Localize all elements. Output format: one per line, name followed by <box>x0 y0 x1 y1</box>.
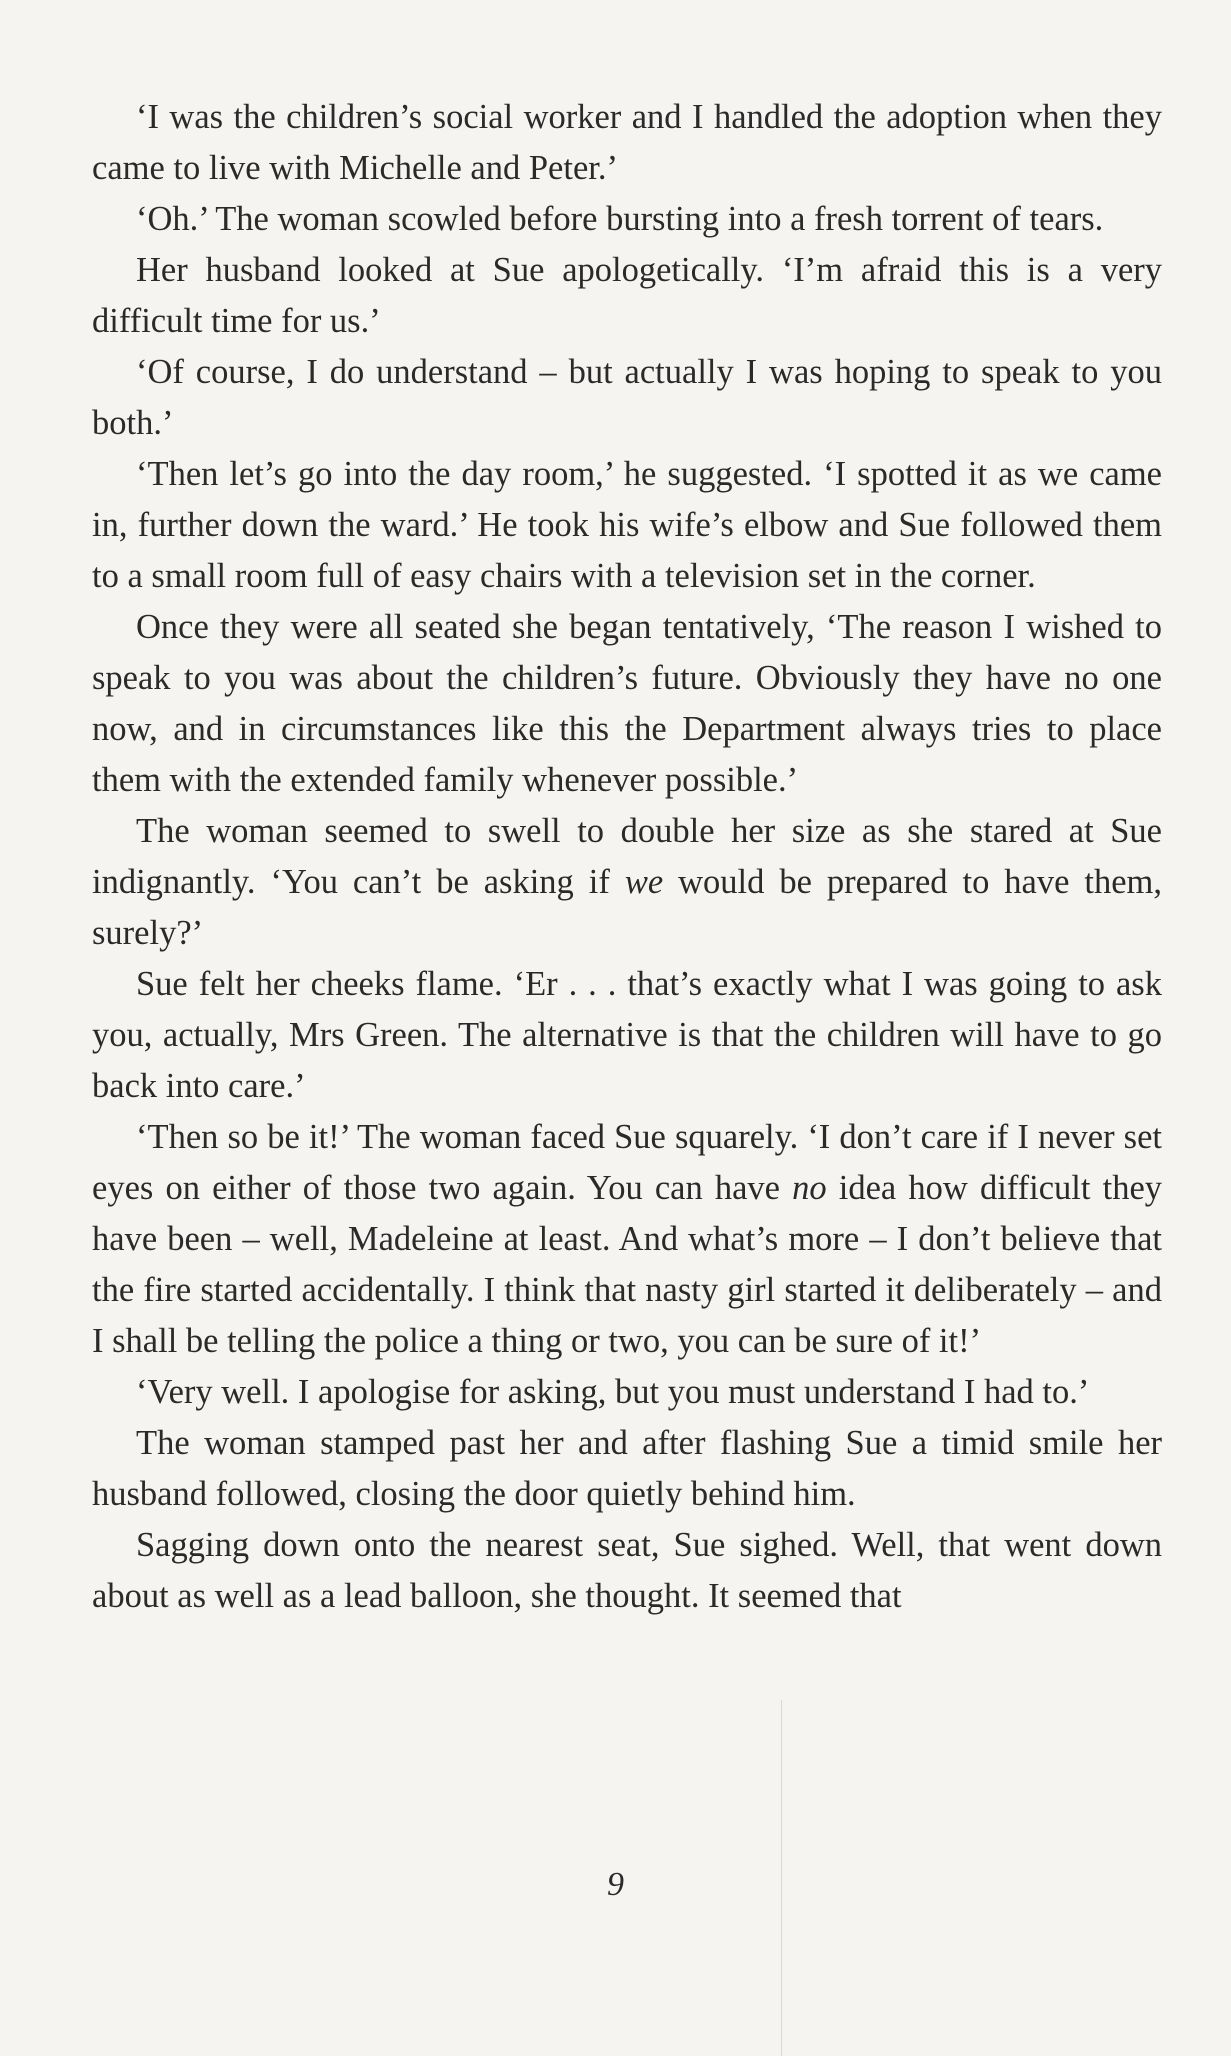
paragraph-7-emphasis: we <box>624 863 664 901</box>
paragraph-12: Sagging down onto the nearest seat, Sue sighed. Well, that went down about as well as a lead balloon, she thought. It seemed that <box>92 1526 1162 1615</box>
paragraph-10: ‘Very well. I apologise for asking, but you must understand I had to.’ <box>136 1373 1090 1411</box>
paragraph-7-text-b: would be prepared to have them, surely?’ <box>92 863 1162 952</box>
paragraph-8: Sue felt her cheeks flame. ‘Er . . . that’s exactly what I was going to ask you, actually, Mrs Green. The alternative is that the children will have to go back into care.’ <box>92 965 1162 1105</box>
paragraph-3: Her husband looked at Sue apologetically. ‘I’m afraid this is a very difficult time for us.’ <box>92 251 1162 340</box>
paragraph-4: ‘Of course, I do understand – but actually I was hoping to speak to you both.’ <box>92 353 1162 442</box>
paragraph-9-text-b: idea how difficult they have been – well, Madeleine at least. And what’s more – I don’t believe that the fire started accidentally. I think that nasty girl started it deliberately – and I shall be telling the police a thing or two, you can be sure of it!’ <box>92 1169 1163 1360</box>
paragraph-11: The woman stamped past her and after flashing Sue a timid smile her husband followed, closing the door quietly behind him. <box>92 1424 1162 1513</box>
paragraph-2: ‘Oh.’ The woman scowled before bursting into a fresh torrent of tears. <box>136 200 1104 238</box>
paragraph-6: Once they were all seated she began tentatively, ‘The reason I wished to speak to you was about the children’s future. Obviously they have no one now, and in circumstances like this the Department always tries to place them with the extended family whenever possible.’ <box>92 608 1162 799</box>
paragraph-7 <box>92 806 1162 959</box>
paragraph-5: ‘Then let’s go into the day room,’ he suggested. ‘I spotted it as we came in, further down the ward.’ He took his wife’s elbow and Sue followed them to a small room full of easy chairs with a television set in the corner. <box>92 455 1162 595</box>
page-number: 9 <box>607 1866 624 1903</box>
paragraph-9-text-a: ‘Then so be it!’ The woman faced Sue squarely. ‘I don’t care if I never set eyes on either of those two again. You can have <box>92 1118 1162 1207</box>
paragraph-9 <box>92 1112 1162 1367</box>
paragraph-9-emphasis: no <box>792 1169 827 1207</box>
paragraph-7-text-a: The woman seemed to swell to double her size as she stared at Sue indignantly. ‘You can’t be asking if <box>92 812 1162 901</box>
paragraph-1: ‘I was the children’s social worker and I handled the adoption when they came to live with Michelle and Peter.’ <box>92 98 1162 187</box>
body-text <box>92 92 1162 1622</box>
